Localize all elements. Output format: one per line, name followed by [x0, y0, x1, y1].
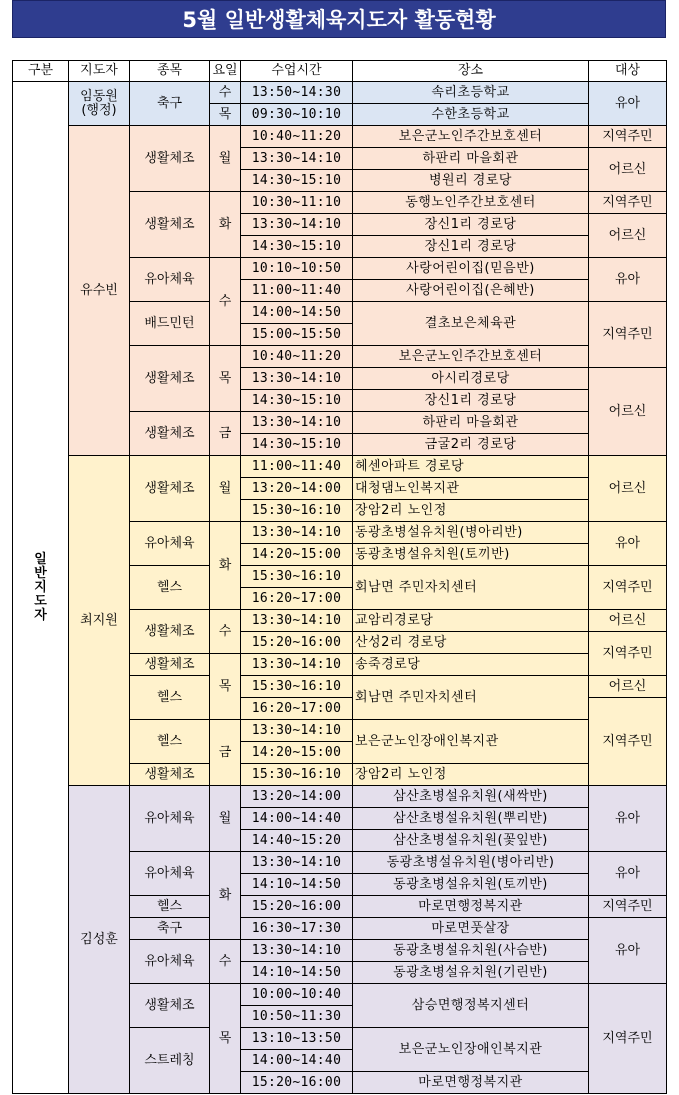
- day-cell: 수: [210, 258, 241, 346]
- place-cell: 사랑어린이집(은혜반): [353, 280, 589, 302]
- time-cell: 14:30~15:10: [241, 236, 353, 258]
- place-cell: 금굴2리 경로당: [353, 434, 589, 456]
- place-cell: 삼산초병설유치원(뿌리반): [353, 808, 589, 830]
- header-category: 구분: [13, 61, 69, 82]
- sport-cell: 생활체조: [130, 126, 210, 192]
- time-cell: 13:30~14:10: [241, 654, 353, 676]
- time-cell: 16:30~17:30: [241, 918, 353, 940]
- place-cell: 보은군노인장애인복지관: [353, 1028, 589, 1072]
- place-cell: 장신1리 경로당: [353, 390, 589, 412]
- place-cell: 마로면풋살장: [353, 918, 589, 940]
- day-cell: 목: [210, 654, 241, 720]
- time-cell: 14:30~15:10: [241, 434, 353, 456]
- time-cell: 13:30~14:10: [241, 148, 353, 170]
- sport-cell: 생활체조: [130, 412, 210, 456]
- place-cell: 헤센아파트 경로당: [353, 456, 589, 478]
- target-cell: 어르신: [589, 676, 667, 698]
- place-cell: 회남면 주민자치센터: [353, 676, 589, 720]
- time-cell: 14:10~14:50: [241, 874, 353, 896]
- time-cell: 13:30~14:10: [241, 940, 353, 962]
- time-cell: 14:00~14:50: [241, 302, 353, 324]
- schedule-table: [12, 60, 667, 1094]
- target-cell: 유아: [589, 522, 667, 566]
- sport-cell: 헬스: [130, 676, 210, 720]
- sport-cell: 유아체육: [130, 940, 210, 984]
- place-cell: 마로면행정복지관: [353, 896, 589, 918]
- target-cell: 어르신: [589, 148, 667, 192]
- time-cell: 14:10~14:50: [241, 962, 353, 984]
- day-cell: 월: [210, 456, 241, 522]
- sport-cell: 유아체육: [130, 852, 210, 896]
- time-cell: 10:50~11:30: [241, 1006, 353, 1028]
- category-char: 도: [34, 593, 47, 609]
- sport-cell: 배드민턴: [130, 302, 210, 346]
- place-cell: 삼승면행정복지센터: [353, 984, 589, 1028]
- header-instructor: 지도자: [69, 61, 130, 82]
- table-row: [13, 126, 667, 148]
- sport-cell: 생활체조: [130, 610, 210, 654]
- place-cell: 산성2리 경로당: [353, 632, 589, 654]
- sport-cell: 유아체육: [130, 522, 210, 566]
- header-sport: 종목: [130, 61, 210, 82]
- place-cell: 동행노인주간보호센터: [353, 192, 589, 214]
- time-cell: 13:30~14:10: [241, 214, 353, 236]
- time-cell: 13:30~14:10: [241, 522, 353, 544]
- sport-cell: 유아체육: [130, 258, 210, 302]
- target-cell: 지역주민: [589, 192, 667, 214]
- table-row: [13, 82, 667, 104]
- time-cell: 11:00~11:40: [241, 280, 353, 302]
- category-cell: [13, 82, 69, 1094]
- place-cell: 동광초병설유치원(토끼반): [353, 544, 589, 566]
- time-cell: 13:20~14:00: [241, 478, 353, 500]
- time-cell: 13:50~14:30: [241, 82, 353, 104]
- target-cell: 유아: [589, 82, 667, 126]
- place-cell: 동광초병설유치원(병아리반): [353, 522, 589, 544]
- target-cell: 지역주민: [589, 302, 667, 368]
- instructor-cell: 최지원: [69, 456, 130, 786]
- time-cell: 15:30~16:10: [241, 500, 353, 522]
- place-cell: 삼산초병설유치원(꽃잎반): [353, 830, 589, 852]
- day-cell: 수: [210, 940, 241, 984]
- sport-cell: 스트레칭: [130, 1028, 210, 1094]
- place-cell: 아시리경로당: [353, 368, 589, 390]
- sport-cell: 축구: [130, 82, 210, 126]
- place-cell: 동광초병설유치원(토끼반): [353, 874, 589, 896]
- target-cell: 어르신: [589, 456, 667, 522]
- time-cell: 13:10~13:50: [241, 1028, 353, 1050]
- instructor-cell: 김성훈: [69, 786, 130, 1094]
- instructor-cell: 유수빈: [69, 126, 130, 456]
- time-cell: 11:00~11:40: [241, 456, 353, 478]
- time-cell: 14:00~14:40: [241, 1050, 353, 1072]
- time-cell: 15:30~16:10: [241, 566, 353, 588]
- place-cell: 마로면행정복지관: [353, 1072, 589, 1094]
- day-cell: 목: [210, 104, 241, 126]
- target-cell: 지역주민: [589, 126, 667, 148]
- time-cell: 10:40~11:20: [241, 126, 353, 148]
- day-cell: 금: [210, 720, 241, 786]
- place-cell: 장신1리 경로당: [353, 214, 589, 236]
- header-row: [13, 61, 667, 82]
- sport-cell: 생활체조: [130, 984, 210, 1028]
- instructor-cell: 임동원 (행정): [69, 82, 130, 126]
- target-cell: 유아: [589, 918, 667, 984]
- table-row: [13, 786, 667, 808]
- place-cell: 동광초병설유치원(사슴반): [353, 940, 589, 962]
- time-cell: 16:20~17:00: [241, 698, 353, 720]
- category-char: 일: [34, 551, 47, 567]
- place-cell: 결초보은체육관: [353, 302, 589, 346]
- target-cell: 지역주민: [589, 632, 667, 676]
- time-cell: 16:20~17:00: [241, 588, 353, 610]
- place-cell: 삼산초병설유치원(새싹반): [353, 786, 589, 808]
- place-cell: 대청댐노인복지관: [353, 478, 589, 500]
- time-cell: 10:30~11:10: [241, 192, 353, 214]
- place-cell: 동광초병설유치원(기린반): [353, 962, 589, 984]
- place-cell: 동광초병설유치원(병아리반): [353, 852, 589, 874]
- place-cell: 수한초등학교: [353, 104, 589, 126]
- header-day: 요일: [210, 61, 241, 82]
- day-cell: 금: [210, 412, 241, 456]
- page-title: 5월 일반생활체육지도자 활동현황: [12, 0, 666, 38]
- target-cell: 유아: [589, 258, 667, 302]
- day-cell: 수: [210, 610, 241, 654]
- header-place: 장소: [353, 61, 589, 82]
- category-char: 지: [34, 579, 47, 595]
- place-cell: 장신1리 경로당: [353, 236, 589, 258]
- place-cell: 속리초등학교: [353, 82, 589, 104]
- day-cell: 월: [210, 786, 241, 852]
- time-cell: 15:20~16:00: [241, 632, 353, 654]
- time-cell: 14:20~15:00: [241, 742, 353, 764]
- place-cell: 장암2리 노인정: [353, 500, 589, 522]
- place-cell: 보은군노인장애인복지관: [353, 720, 589, 764]
- place-cell: 장암2리 노인정: [353, 764, 589, 786]
- target-cell: 유아: [589, 786, 667, 852]
- category-char: 반: [34, 565, 47, 581]
- time-cell: 09:30~10:10: [241, 104, 353, 126]
- target-cell: 지역주민: [589, 566, 667, 610]
- time-cell: 13:30~14:10: [241, 720, 353, 742]
- time-cell: 14:40~15:20: [241, 830, 353, 852]
- time-cell: 13:30~14:10: [241, 610, 353, 632]
- sport-cell: 헬스: [130, 720, 210, 764]
- target-cell: 유아: [589, 852, 667, 896]
- time-cell: 13:30~14:10: [241, 412, 353, 434]
- header-target: 대상: [589, 61, 667, 82]
- place-cell: 보은군노인주간보호센터: [353, 346, 589, 368]
- place-cell: 사랑어린이집(믿음반): [353, 258, 589, 280]
- sport-cell: 헬스: [130, 566, 210, 610]
- header-time: 수업시간: [241, 61, 353, 82]
- place-cell: 보은군노인주간보호센터: [353, 126, 589, 148]
- place-cell: 송죽경로당: [353, 654, 589, 676]
- place-cell: 하판리 마을회관: [353, 412, 589, 434]
- place-cell: 회남면 주민자치센터: [353, 566, 589, 610]
- place-cell: 하판리 마을회관: [353, 148, 589, 170]
- time-cell: 13:20~14:00: [241, 786, 353, 808]
- time-cell: 10:00~10:40: [241, 984, 353, 1006]
- time-cell: 10:10~10:50: [241, 258, 353, 280]
- target-cell: 지역주민: [589, 698, 667, 786]
- day-cell: 화: [210, 852, 241, 940]
- time-cell: 14:00~14:40: [241, 808, 353, 830]
- target-cell: 지역주민: [589, 896, 667, 918]
- category-char: 자: [34, 607, 47, 623]
- day-cell: 목: [210, 346, 241, 412]
- time-cell: 15:30~16:10: [241, 764, 353, 786]
- sport-cell: 생활체조: [130, 346, 210, 412]
- table-row: [13, 456, 667, 478]
- sport-cell: 유아체육: [130, 786, 210, 852]
- day-cell: 목: [210, 984, 241, 1094]
- target-cell: 어르신: [589, 368, 667, 456]
- time-cell: 14:30~15:10: [241, 390, 353, 412]
- time-cell: 10:40~11:20: [241, 346, 353, 368]
- sport-cell: 생활체조: [130, 192, 210, 258]
- time-cell: 14:20~15:00: [241, 544, 353, 566]
- time-cell: 15:30~16:10: [241, 676, 353, 698]
- time-cell: 13:30~14:10: [241, 852, 353, 874]
- time-cell: 15:00~15:50: [241, 324, 353, 346]
- day-cell: 화: [210, 522, 241, 610]
- target-cell: 어르신: [589, 610, 667, 632]
- sport-cell: 축구: [130, 918, 210, 940]
- day-cell: 화: [210, 192, 241, 258]
- place-cell: 병원리 경로당: [353, 170, 589, 192]
- time-cell: 15:20~16:00: [241, 1072, 353, 1094]
- target-cell: 지역주민: [589, 984, 667, 1094]
- day-cell: 월: [210, 126, 241, 192]
- sport-cell: 생활체조: [130, 654, 210, 676]
- sport-cell: 생활체조: [130, 456, 210, 522]
- target-cell: 어르신: [589, 214, 667, 258]
- time-cell: 13:30~14:10: [241, 368, 353, 390]
- day-cell: 수: [210, 82, 241, 104]
- sport-cell: 생활체조: [130, 764, 210, 786]
- sport-cell: 헬스: [130, 896, 210, 918]
- time-cell: 15:20~16:00: [241, 896, 353, 918]
- time-cell: 14:30~15:10: [241, 170, 353, 192]
- place-cell: 교암리경로당: [353, 610, 589, 632]
